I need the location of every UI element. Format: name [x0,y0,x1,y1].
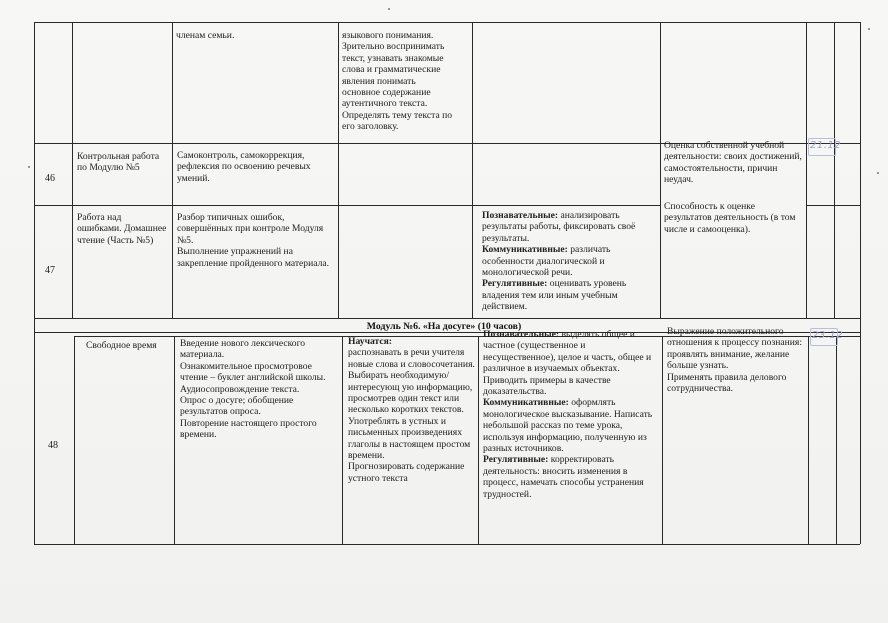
skills-line: Прогнозировать содержание устного текста [348,461,465,484]
row46-content: Самоконтроль, самокоррекция, рефлексия по освоению речевых умений. [177,150,311,184]
personal-line: Выражение положительного отношения к процессу познания: проявлять внимание, желание больше узнать. [667,326,802,372]
skills-line: Употреблять в устных и письменных произведениях глаголы в настоящем простом времени. [348,415,471,462]
row48-content [180,338,338,441]
row-number-46: 46 [45,173,55,184]
scan-speck [868,28,870,30]
skills-line: Определять тему текста по [342,109,453,121]
content-line: Выполнение упражнений на закрепление пройденного материала. [177,246,330,269]
content-line: Ознакомительное просмотровое чтение – буклет английской школы. [180,360,326,384]
uud-item: Регулятивные: корректировать деятельность: вносить изменения в процесс, намечать способы устранения трудностей. [483,454,644,500]
skills-line: основное содержание [342,87,431,99]
row47-personal: Способность к оценке результатов деятельность (в том числе и самооценка). [664,201,796,235]
skills-line: языкового понимания. [342,30,434,41]
skills-line: распознавать в речи учителя новые слова и словосочетания. [348,347,475,370]
row48-personal [667,326,805,394]
uud-item: Коммуникативные: оформлять монологическое высказывание. Написать небольшой рассказ по теме урока, используя информацию, полученную из разных источников. [483,397,653,455]
row47-content [177,212,333,269]
row47-topic: Работа над ошибками. Домашнее чтение (Часть №5) [77,212,167,246]
skills-heading: Научатся: [348,336,393,347]
top-row-skills [342,30,470,133]
uud-item: Познавательные: анализировать результаты работы, фиксировать своё результаты. [482,210,636,244]
row46-personal: Оценка собственной учебной деятельности: своих достижений, самостоятельности, причин неудач. [664,140,802,186]
module-heading: Модуль №6. «На досуге» (10 часов) [366,321,522,332]
content-line: Разбор типичных ошибок, совершённых при контроле Модуля №5. [177,212,324,246]
row48-date: 23.12 [812,330,844,341]
content-line: Аудиосопровождение текста. [180,383,300,395]
scan-speck [388,8,390,10]
row47-uud [482,210,656,313]
uud-item: Регулятивные: оценивать уровень владения тем или иным учебным действием. [482,278,627,313]
scan-speck [28,166,30,168]
content-line: Повторение настоящего простого времени. [180,417,317,441]
skills-line: текст, узнавать знакомые [342,52,444,64]
scan-speck [877,172,879,174]
skills-line: аутентичного текста. [342,98,428,110]
row48-skills [348,336,476,484]
skills-line: Выбирать необходимую/интересующ ую информацию, просмотрев один текст или несколько коротких текстов. [348,370,473,416]
row46-topic: Контрольная работа по Модулю №5 [77,151,160,174]
row48-topic: Свободное время [86,340,157,351]
row48-uud [483,329,659,500]
top-row-content: членам семьи. [176,30,235,41]
skills-line: явления понимать [342,75,416,87]
uud-item: Коммуникативные: различать особенности диалогической и монологической речи. [482,244,611,279]
row-number-47: 47 [45,265,55,276]
skills-line: его заголовку. [342,121,399,133]
row46-date: 21.12 [810,140,842,151]
skills-line: слова и грамматические [342,64,441,76]
content-line: Опрос о досуге; обобщение результатов опроса. [180,395,294,418]
personal-line: Применять правила делового сотрудничества. [667,371,787,395]
content-line: Введение нового лексического материала. [180,338,306,361]
skills-line: Зрительно воспринимать [342,41,445,53]
uud-item: Познавательные: выделять общее и частное (существенное и несущественное), целое и часть, общее и различное в изучаемых объектах. Приводить примеры в качестве доказательства. [483,329,652,398]
row-number-48: 48 [48,440,58,451]
